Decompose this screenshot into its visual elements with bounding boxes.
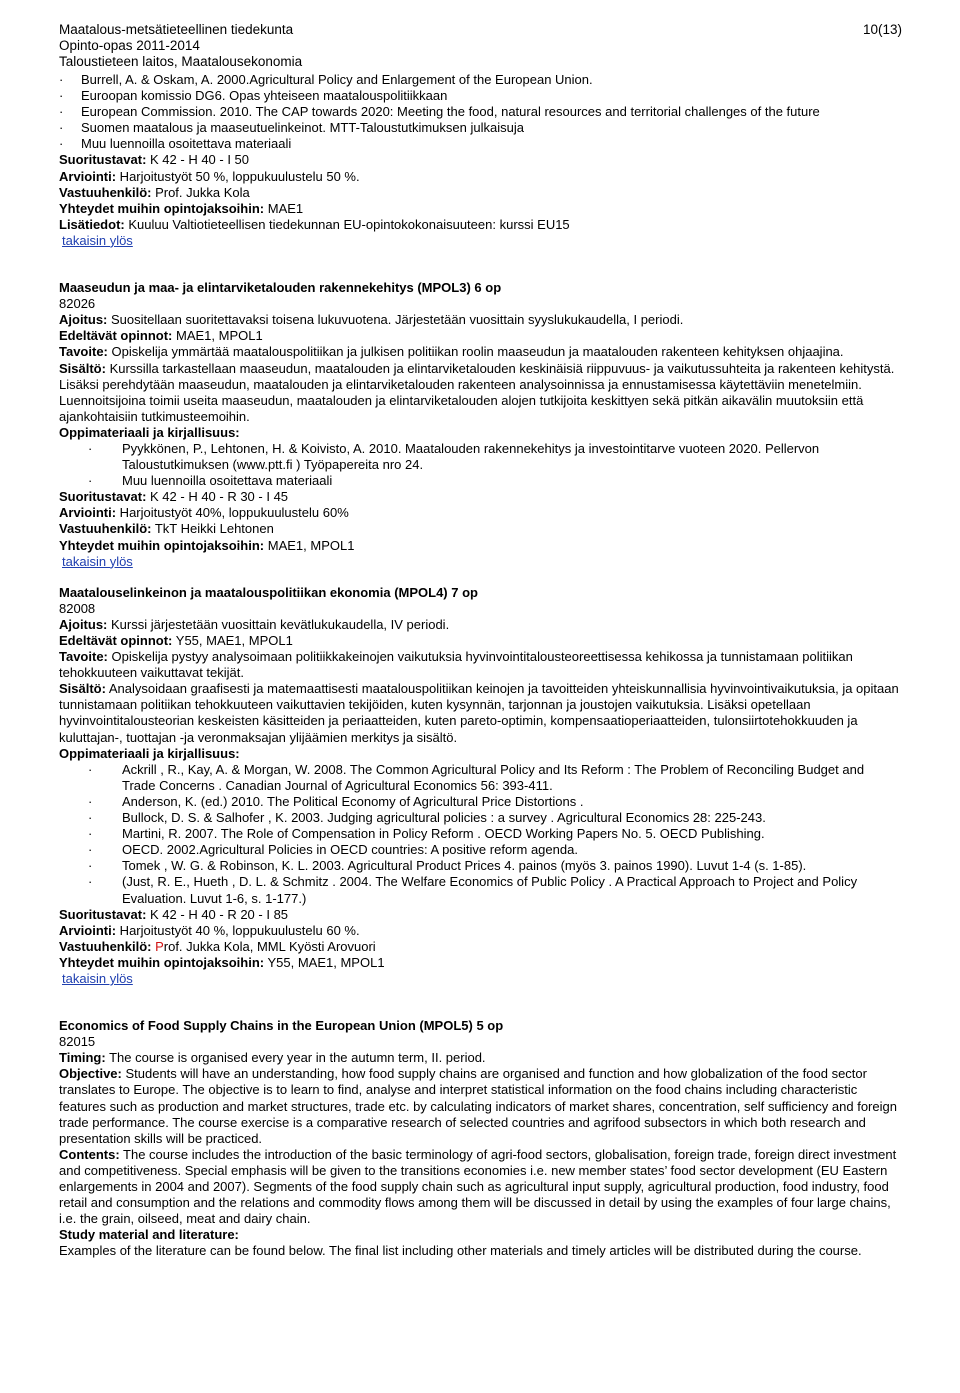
study-material-text: Examples of the literature can be found below. The final list including other materials and timely articles will be distributed during the course.: [59, 1243, 862, 1259]
course-code: 82026: [59, 296, 96, 312]
literature-item: · Muu luennoilla osoitettava materiaali: [88, 473, 333, 489]
ajoitus: Ajoitus: Suositellaan suoritettavaksi toisena lukuvuotena. Järjestetään vuosittain syyslukukaudella, I periodi.: [59, 312, 684, 328]
yhteydet: Yhteydet muihin opintojaksoihin: MAE1, MPOL1: [59, 537, 355, 553]
study-material-heading: Study material and literature:: [59, 1227, 239, 1243]
bullet-icon: ·: [59, 120, 64, 136]
back-to-top-link[interactable]: takaisin ylös: [62, 232, 133, 248]
header-guide: Opinto-opas 2011-2014: [59, 38, 200, 53]
literature-item: · OECD. 2002.Agricultural Policies in OECD countries: A positive reform agenda.: [88, 842, 578, 858]
bullet-icon: ·: [88, 842, 93, 858]
vastuuhenkilo: Vastuuhenkilö: Prof. Jukka Kola, MML Kyösti Arovuori: [59, 938, 376, 954]
bullet-icon: ·: [88, 473, 93, 489]
page-number: 10(13): [862, 22, 902, 37]
arviointi: Arviointi: Harjoitustyöt 50 %, loppukuulustelu 50 %.: [59, 168, 360, 184]
arviointi: Arviointi: Harjoitustyöt 40 %, loppukuulustelu 60 %.: [59, 922, 360, 938]
literature-item: · Suomen maatalous ja maaseutuelinkeinot. MTT-Taloustutkimuksen julkaisuja: [59, 120, 524, 136]
course-code: 82015: [59, 1034, 96, 1050]
course-code: 82008: [59, 600, 96, 616]
bullet-icon: ·: [88, 826, 93, 842]
vastuuhenkilo: Vastuuhenkilö: TkT Heikki Lehtonen: [59, 521, 274, 537]
bullet-icon: ·: [88, 440, 93, 456]
back-to-top-link[interactable]: takaisin ylös: [62, 970, 133, 986]
mpol4-literature-list: [59, 762, 899, 907]
bullet-icon: ·: [88, 810, 93, 826]
timing: Timing: The course is organised every year in the autumn term, II. period.: [59, 1050, 486, 1066]
literature-item: · Pyykkönen, P., Lehtonen, H. & Koivisto, A. 2010. Maatalouden rakennekehitys ja investointitarve vuoteen 2020. Pellervon Taloustutkimuksen (www.ptt.fi ) Työpapereita nro 24.: [88, 440, 820, 473]
bullet-icon: ·: [88, 793, 93, 809]
suoritustavat: Suoritustavat: K 42 - H 40 - I 50: [59, 152, 250, 168]
tavoite: Tavoite: Opiskelija pystyy analysoimaan politiikkakeinojen vaikutuksia hyvinvointitalousteoreettisessa kehikossa ja tunnistamaan politiikan tehokkuuteen vaikuttavat tekijät.: [59, 649, 853, 681]
edeltavat-opinnot: Edeltävät opinnot: MAE1, MPOL1: [59, 328, 263, 344]
literature-item: · Anderson, K. (ed.) 2010. The Political Economy of Agricultural Price Distortions .: [88, 793, 584, 809]
literature-item: · Euroopan komissio DG6. Opas yhteiseen maatalouspolitiikkaan: [59, 88, 448, 104]
yhteydet: Yhteydet muihin opintojaksoihin: Y55, MAE1, MPOL1: [59, 954, 385, 970]
oppimateriaali-heading: Oppimateriaali ja kirjallisuus:: [59, 745, 240, 761]
sisalto: Sisältö: Analysoidaan graafisesti ja matemaattisesti maatalouspolitiikan keinojen ja tavoitteiden yhteiskunnallisia hyvinvointivaikutuksia, ja opitaan tunnistamaan politiikan tehokkuuteen vaikuttavien tekijöiden, kuten kysynnän, tarjonnan ja joustojen vaikutuksia. Lisäksi opetellaan hyvinvointitalousteorian keskeisten käsitteiden ja periaatteiden, kuten pareto-optimin, kompensaatioperiaatteiden, tulonsiirtotehokkuuden ja kuluttajan-, tuottajan -ja veronmaksajan ylijäämien merkitys ja sisältö.: [59, 681, 899, 745]
document-page: [59, 22, 899, 1259]
top-literature-list: [59, 72, 899, 152]
bullet-icon: ·: [59, 88, 64, 104]
sisalto: Sisältö: Kurssilla tarkastellaan maaseudun, maatalouden ja elintarviketalouden keskinäisiä riippuvuus- ja vaikutussuhteita ja rakenteen kehitystä. Lisäksi perehdytään maaseudun, maatalouden ja elintarviketalouden rakenteen analysoinnissa ja ennustamisessa käytettäviin menetelmiin. Luennoitsijoina toimii useita maaseudun, maatalouden ja elintarviketalouden alojen tutkijoita keskittyen sekä pitkän aikavälin muutoksiin että ajankohtaisiin tutkimusteemoihin.: [59, 360, 895, 424]
yhteydet: Yhteydet muihin opintojaksoihin: MAE1: [59, 200, 304, 216]
literature-item: · Tomek , W. G. & Robinson, K. L. 2003. Agricultural Product Prices 4. painos (myös 3. painos 1990). Luvut 1-4 (s. 1-85).: [88, 858, 807, 874]
vastuuhenkilo: Vastuuhenkilö: Prof. Jukka Kola: [59, 184, 250, 200]
literature-item: · Muu luennoilla osoitettava materiaali: [59, 136, 292, 152]
bullet-icon: ·: [88, 858, 93, 874]
bullet-icon: ·: [59, 72, 64, 87]
header-department: Taloustieteen laitos, Maatalousekonomia: [59, 54, 303, 69]
literature-item: · Burrell, A. & Oskam, A. 2000.Agricultural Policy and Enlargement of the European Union.: [59, 72, 593, 87]
literature-item: · European Commission. 2010. The CAP towards 2020: Meeting the food, natural resources and territorial challenges of the future: [59, 104, 820, 120]
oppimateriaali-heading: Oppimateriaali ja kirjallisuus:: [59, 424, 240, 440]
lisatiedot: Lisätiedot: Kuuluu Valtiotieteellisen tiedekunnan EU-opintokokonaisuuteen: kurssi EU15: [59, 216, 570, 232]
arviointi: Arviointi: Harjoitustyöt 40%, loppukuulustelu 60%: [59, 505, 349, 521]
literature-item: · (Just, R. E., Hueth , D. L. & Schmitz . 2004. The Welfare Economics of Public Policy . A Practical Approach to Project and Policy Evaluation. Luvut 1-6, s. 1-177.): [88, 874, 858, 906]
suoritustavat: Suoritustavat: K 42 - H 40 - R 30 - I 45: [59, 489, 289, 505]
mpol3-literature-list: [59, 441, 899, 489]
back-to-top-link[interactable]: takaisin ylös: [62, 553, 133, 569]
edeltavat-opinnot: Edeltävät opinnot: Y55, MAE1, MPOL1: [59, 633, 293, 648]
course-title-mpol5: Economics of Food Supply Chains in the European Union (MPOL5) 5 op: [59, 1018, 504, 1034]
literature-item: · Ackrill , R., Kay, A. & Morgan, W. 2008. The Common Agricultural Policy and Its Reform : The Problem of Reconciling Budget and Trade Concerns . Canadian Journal of Agricultural Economics 56: 393-411.: [88, 761, 865, 793]
bullet-icon: ·: [59, 104, 64, 120]
ajoitus: Ajoitus: Kurssi järjestetään vuosittain kevätlukukaudella, IV periodi.: [59, 616, 450, 632]
bullet-icon: ·: [59, 136, 64, 152]
literature-item: · Bullock, D. S. & Salhofer , K. 2003. Judging agricultural policies : a survey . Agricultural Economics 28: 225-243.: [88, 810, 766, 826]
bullet-icon: ·: [88, 761, 93, 777]
contents: Contents: The course includes the introduction of the basic terminology of agri-food sectors, globalisation, foreign trade, foreign direct investment and competitiveness. Special emphasis will be given to the transitions economies i.e. new member states’ food sector development (EU Eastern enlargements in 2004 and 2007). Segments of the food supply chain such as agricultural input supply, agricultural production, food industry, food retail and consumption and the relations and commodity flows among them will be discussed in detail by using the examples of four large chains, i.e. the grain, oilseed, meat and dairy chain.: [59, 1146, 897, 1227]
bullet-icon: ·: [88, 874, 93, 890]
header-faculty: Maatalous-metsätieteellinen tiedekunta: [59, 22, 294, 37]
tavoite: Tavoite: Opiskelija ymmärtää maatalouspolitiikan ja julkisen politiikan roolin maaseudun ja maatalouden rakenteen kehityksen ohjaajina.: [59, 344, 844, 360]
course-title-mpol3: Maaseudun ja maa- ja elintarviketalouden rakennekehitys (MPOL3) 6 op: [59, 280, 502, 296]
literature-item: · Martini, R. 2007. The Role of Compensation in Policy Reform . OECD Working Papers No. 5. OECD Publishing.: [88, 826, 765, 842]
objective: Objective: Students will have an understanding, how food supply chains are organised and function and how globalization of the food sector translates to Europe. The objective is to learn to find, analyse and interpret statistical information on the food chains including characteristic features such as production and market structures, trade etc. by calculating indicators of market shares, concentration, self sufficiency and foreign trade performance. The course exercise is a comparative research of selected countries and agrifood subsectors in which both research and presentation skills will be practiced.: [59, 1066, 897, 1146]
course-title-mpol4: Maatalouselinkeinon ja maatalouspolitiikan ekonomia (MPOL4) 7 op: [59, 584, 478, 600]
suoritustavat: Suoritustavat: K 42 - H 40 - R 20 - I 85: [59, 906, 289, 922]
